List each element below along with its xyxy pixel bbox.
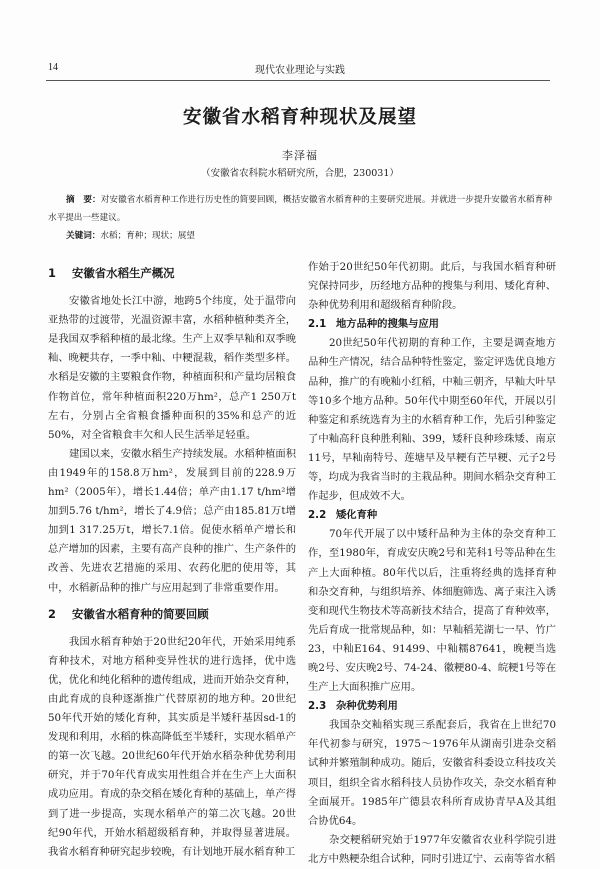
keywords-text: 水稻；育种；现状；展望	[100, 231, 195, 241]
paragraph-continued: 作始于20世纪50年代初期。此后，与我国水稻育种研究保持同步，历经地方品种的搜集与利用、矮化育种、杂种优势利用和超级稻育种阶段。	[308, 261, 556, 312]
page-number: 14	[48, 62, 58, 73]
paragraph: 安徽省地处长江中游，地跨5个纬度，处于温带向亚热带的过渡带，光温资源丰富，水稻种植种类齐全，是我国双季稻种植的最北缘。生产上双季早籼和双季晚籼、晚粳共存，一季中籼、中粳混栽，稻作类型多样。水稻是安徽的主要粮食作物，种植面积和产量均居粮食作物首位，常年种植面积220万hm²，总产1 250万t左右，分别占全省粮食播种面积的35%和总产的近50%，对全省粮食丰欠和人民生活举足轻重。	[48, 295, 296, 441]
section-2-heading	[48, 605, 296, 624]
subsection-title: 杂种优势利用	[336, 700, 398, 713]
section-title: 安徽省水稻育种的简要回顾	[72, 606, 209, 621]
subsection-2-3-heading	[308, 697, 556, 716]
section-1-heading	[48, 264, 296, 283]
paragraph: 20世纪50年代初期的育种工作，主要是调查地方品种生产情况，结合品种特性鉴定，鉴定评选优良地方品种，推广的有晚籼小红稻，中籼三朝齐，早籼大叶早等10多个地方品种。50年代中期至60年代，开展以引种鉴定和系统选育为主的水稻育种工作，先后引种鉴定了中籼高秆良种胜利籼、399，矮秆良种珍珠矮、南京11号，早籼南特号、莲塘早及早粳有芒早粳、元子2号等，均成为我省当时的主栽品种。期间水稻杂交育种工作起步，但成效不大。	[308, 337, 556, 503]
section-title: 安徽省水稻生产概况	[72, 266, 175, 280]
affiliation: （安徽省农科院水稻研究所，合肥，230031）	[201, 168, 399, 179]
subsection-title: 地方品种的搜集与应用	[336, 318, 439, 331]
left-column	[48, 264, 296, 862]
section-number: 1	[48, 266, 56, 280]
abstract	[48, 191, 552, 227]
right-column	[308, 258, 556, 869]
paragraph: 我国杂交籼稻实现三系配套后，我省在上世纪70年代初参与研究，1975～1976年从湖南引进杂交稻试种并繁殖制种成功。随后，安徽省科委设立科技攻关项目，组织全省水稻科技人员协作攻关，杂交水稻育种全面展开。1985年广德县农科所育成协青早A及其组合协优64。	[308, 719, 556, 827]
subsection-number: 2.2	[308, 509, 327, 522]
keywords	[66, 227, 195, 245]
running-journal-title: 现代农业理论与实践	[255, 65, 345, 76]
subsection-title: 矮化育种	[336, 509, 378, 522]
header-rule	[46, 80, 550, 81]
spacer	[48, 624, 296, 633]
abstract-text: 对安徽省水稻育种工作进行历史性的简要回顾，概括安徽省水稻育种的主要研究进展。并就进一步提升安徽省水稻育种水平提出一些建议。	[48, 195, 552, 223]
subsection-2-2-heading	[308, 506, 556, 525]
abstract-label: 摘 要：	[66, 195, 101, 205]
article-title: 安徽省水稻育种现状及展望	[182, 107, 417, 128]
keywords-label: 关键词：	[66, 231, 101, 241]
paragraph: 杂交粳稻研究始于1977年安徽省农业科学院引进北方中熟粳杂组合试种，同时引进辽宁、云南等省水稻	[308, 833, 556, 865]
subsection-2-1-heading	[308, 315, 556, 334]
spacer	[48, 283, 296, 292]
spacer	[48, 598, 296, 605]
subsection-number: 2.3	[308, 700, 327, 713]
section-number: 2	[48, 606, 56, 621]
paragraph: 70年代开展了以中矮秆品种为主体的杂交育种工作，至1980年，育成安庆晚2号和芜科1号等品种在生产上大面种植。80年代以后，注重将经典的选择育种和杂交育种，与组织培养、体细胞筛选、离子束注入诱变和现代生物技术等高新技术结合，提高了育种效率，先后育成一批常规品种，如：早籼稻芜湖七一早、竹广23，中籼E164、91499、中籼糯87641，晚粳当选晚2号、安庆晚2号、74-24、徽粳80-4、皖粳1号等在生产上大面积推广应用。	[308, 528, 556, 694]
paragraph: 建国以来，安徽水稻生产持续发展。水稻种植面积由1949年的158.8万hm²，发展到目前的228.9万hm²（2005年），增长1.44倍；单产由1.17 t/hm²增加到5.76 t/hm²，增长了4.9倍；总产由185.81万t增加到1 317.25万t，增长7.1倍。促使水稻单产增长和总产增加的因素，主要有高产良种的推广、生产条件的改善、先进农艺措施的采用、农药化肥的使用等，其中，水稻新品种的推广与应用起到了非常重要作用。	[48, 447, 296, 594]
author: 李泽福	[282, 149, 318, 162]
paragraph: 我国水稻育种始于20世纪20年代，开始采用纯系育种技术，对地方稻种变异性状的进行选择，优中选优，优化和纯化稻种的遗传组成，进而开始杂交育种，由此育成的良种逐渐推广代替原初的地方种。20世纪50年代开始的矮化育种，其实质是半矮秆基因sd-1的发现和利用，水稻的株高降低至半矮秆，实现水稻单产的第一次飞越。20世纪60年代开始水稻杂种优势利用研究，并于70年代育成实用性组合并在生产上大面积成功应用。育成的杂交稻在矮化育种的基础上，单产得到了进一步提高，实现水稻单产的第二次飞越。20世纪90年代，开始水稻超级稻育种，并取得显著进展。我省水稻育种研究起步较晚，有计划地开展水稻育种工	[48, 635, 296, 858]
subsection-number: 2.1	[308, 318, 327, 331]
